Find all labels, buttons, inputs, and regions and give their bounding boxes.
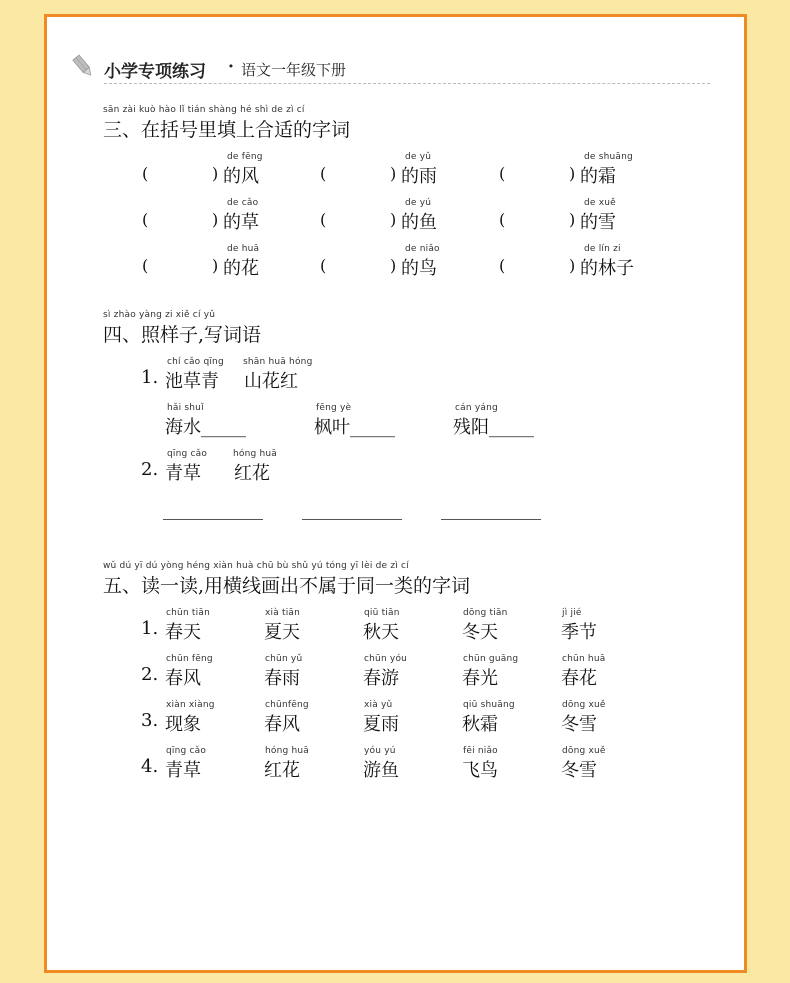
section4-ex1-pinyin-a: chí cǎo qīng [167,357,224,367]
phrase-text: 的林子 [580,258,634,279]
word-option[interactable]: 春光 [462,668,498,689]
word-pinyin: jì jié [562,608,582,618]
open-paren: ( [142,256,149,275]
fill-in-blank[interactable] [152,254,210,276]
fill-in-blank[interactable] [509,254,567,276]
word-pinyin: dōng xuě [562,746,606,756]
word-pinyin: chūn yǔ [265,654,303,664]
close-paren: ) [569,256,576,275]
word-pinyin: fēi niǎo [463,746,498,756]
header-dot: · [228,57,234,77]
phrase-text: 的霜 [580,166,616,187]
word-pinyin: hóng huā [265,746,310,756]
section4-ex1-number: 1. [141,367,159,388]
phrase-pinyin: de shuāng [584,152,633,162]
phrase-text: 的花 [223,258,259,279]
close-paren: ) [212,256,219,275]
phrase-pinyin: de cǎo [227,198,259,208]
phrase-text: 的鱼 [401,212,437,233]
word-pinyin: cán yáng [455,403,498,413]
phrase-pinyin: de yǔ [405,152,432,162]
phrase-pinyin: de xuě [584,198,616,208]
open-paren: ( [499,164,506,183]
word-option[interactable]: 青草 [165,760,201,781]
word-option[interactable]: 夏天 [264,622,300,643]
section4-ex2-pinyin-a: qīng cǎo [167,449,208,459]
item-number: 3. [141,710,159,731]
item-number: 2. [141,664,159,685]
word-option[interactable]: 春天 [165,622,201,643]
section4-ex1-text-b: 山花红 [244,371,298,392]
phrase-text: 的风 [223,166,259,187]
word-option[interactable]: 秋天 [363,622,399,643]
word-option[interactable]: 夏雨 [363,714,399,735]
word-pinyin: chūn guāng [463,654,519,664]
phrase-text: 的草 [223,212,259,233]
pencil-icon [71,53,95,79]
word-pinyin: xiàn xiàng [166,700,215,710]
header-divider [104,83,710,84]
phrase-text: 的雨 [401,166,437,187]
word-with-blank[interactable]: 残阳_____ [453,417,534,438]
phrase-pinyin: de fēng [227,152,263,162]
section4-ex2-text-a: 青草 [165,463,201,484]
fill-in-blank[interactable] [152,208,210,230]
section4-ex2-pinyin-b: hóng huā [233,449,278,459]
open-paren: ( [142,164,149,183]
fill-in-blank[interactable] [509,208,567,230]
word-option[interactable]: 春雨 [264,668,300,689]
item-number: 4. [141,756,159,777]
close-paren: ) [212,164,219,183]
phrase-pinyin: de yú [405,198,432,208]
open-paren: ( [499,256,506,275]
word-pinyin: qiū tiān [364,608,400,618]
section3-pinyin: sān zài kuò hào lǐ tián shàng hé shì de zì cí [103,105,305,115]
word-pinyin: chūn fēng [166,654,213,664]
word-option[interactable]: 飞鸟 [462,760,498,781]
section4-pinyin: sì zhào yàng zi xiě cí yǔ [103,310,216,320]
word-pinyin: dōng xuě [562,700,606,710]
answer-blank-2[interactable] [302,519,402,520]
section4-ex1-text-a: 池草青 [165,371,219,392]
section5-title: 五、读一读,用横线画出不属于同一类的字词 [103,575,471,597]
word-option[interactable]: 冬雪 [561,714,597,735]
section3-title: 三、在括号里填上合适的字词 [103,119,351,141]
item-number: 1. [141,618,159,639]
word-option[interactable]: 红花 [264,760,300,781]
fill-in-blank[interactable] [330,254,388,276]
open-paren: ( [320,256,327,275]
word-pinyin: chūn huā [562,654,606,664]
word-option[interactable]: 春花 [561,668,597,689]
word-option[interactable]: 冬雪 [561,760,597,781]
fill-in-blank[interactable] [152,162,210,184]
section5-pinyin: wǔ dú yī dú yòng héng xiàn huà chū bù shǔ yú tóng yī lèi de zì cí [103,561,409,571]
section4-ex2-number: 2. [141,459,159,480]
phrase-text: 的雪 [580,212,616,233]
word-option[interactable]: 春风 [165,668,201,689]
word-option[interactable]: 游鱼 [363,760,399,781]
section4-ex2-text-b: 红花 [234,463,270,484]
header-subtitle: 语文一年级下册 [241,61,347,79]
phrase-pinyin: de niǎo [405,244,440,254]
word-option[interactable]: 季节 [561,622,597,643]
word-with-blank[interactable]: 海水_____ [165,417,246,438]
word-pinyin: dōng tiān [463,608,508,618]
word-with-blank[interactable]: 枫叶_____ [314,417,395,438]
word-pinyin: chūn yóu [364,654,408,664]
close-paren: ) [569,164,576,183]
word-pinyin: fēng yè [316,403,352,413]
answer-blank-1[interactable] [163,519,263,520]
header-title: 小学专项练习 [104,62,206,82]
word-pinyin: xià yǔ [364,700,393,710]
open-paren: ( [499,210,506,229]
word-option[interactable]: 春游 [363,668,399,689]
close-paren: ) [569,210,576,229]
open-paren: ( [142,210,149,229]
word-pinyin: qīng cǎo [166,746,207,756]
answer-blank-3[interactable] [441,519,541,520]
phrase-pinyin: de lín zi [584,244,621,254]
section4-ex1-pinyin-b: shān huā hóng [243,357,313,367]
worksheet-page [44,14,747,973]
word-pinyin: hǎi shuǐ [167,403,204,413]
close-paren: ) [390,210,397,229]
phrase-pinyin: de huā [227,244,260,254]
phrase-text: 的鸟 [401,258,437,279]
word-pinyin: xià tiān [265,608,301,618]
open-paren: ( [320,210,327,229]
fill-in-blank[interactable] [330,208,388,230]
close-paren: ) [390,256,397,275]
word-option[interactable]: 秋霜 [462,714,498,735]
open-paren: ( [320,164,327,183]
word-pinyin: qiū shuāng [463,700,515,710]
close-paren: ) [390,164,397,183]
word-option[interactable]: 春风 [264,714,300,735]
word-option[interactable]: 冬天 [462,622,498,643]
word-pinyin: chūnfēng [265,700,309,710]
section4-title: 四、照样子,写词语 [103,324,262,346]
word-pinyin: chūn tiān [166,608,210,618]
fill-in-blank[interactable] [509,162,567,184]
close-paren: ) [212,210,219,229]
fill-in-blank[interactable] [330,162,388,184]
word-option[interactable]: 现象 [165,714,201,735]
word-pinyin: yóu yú [364,746,396,756]
